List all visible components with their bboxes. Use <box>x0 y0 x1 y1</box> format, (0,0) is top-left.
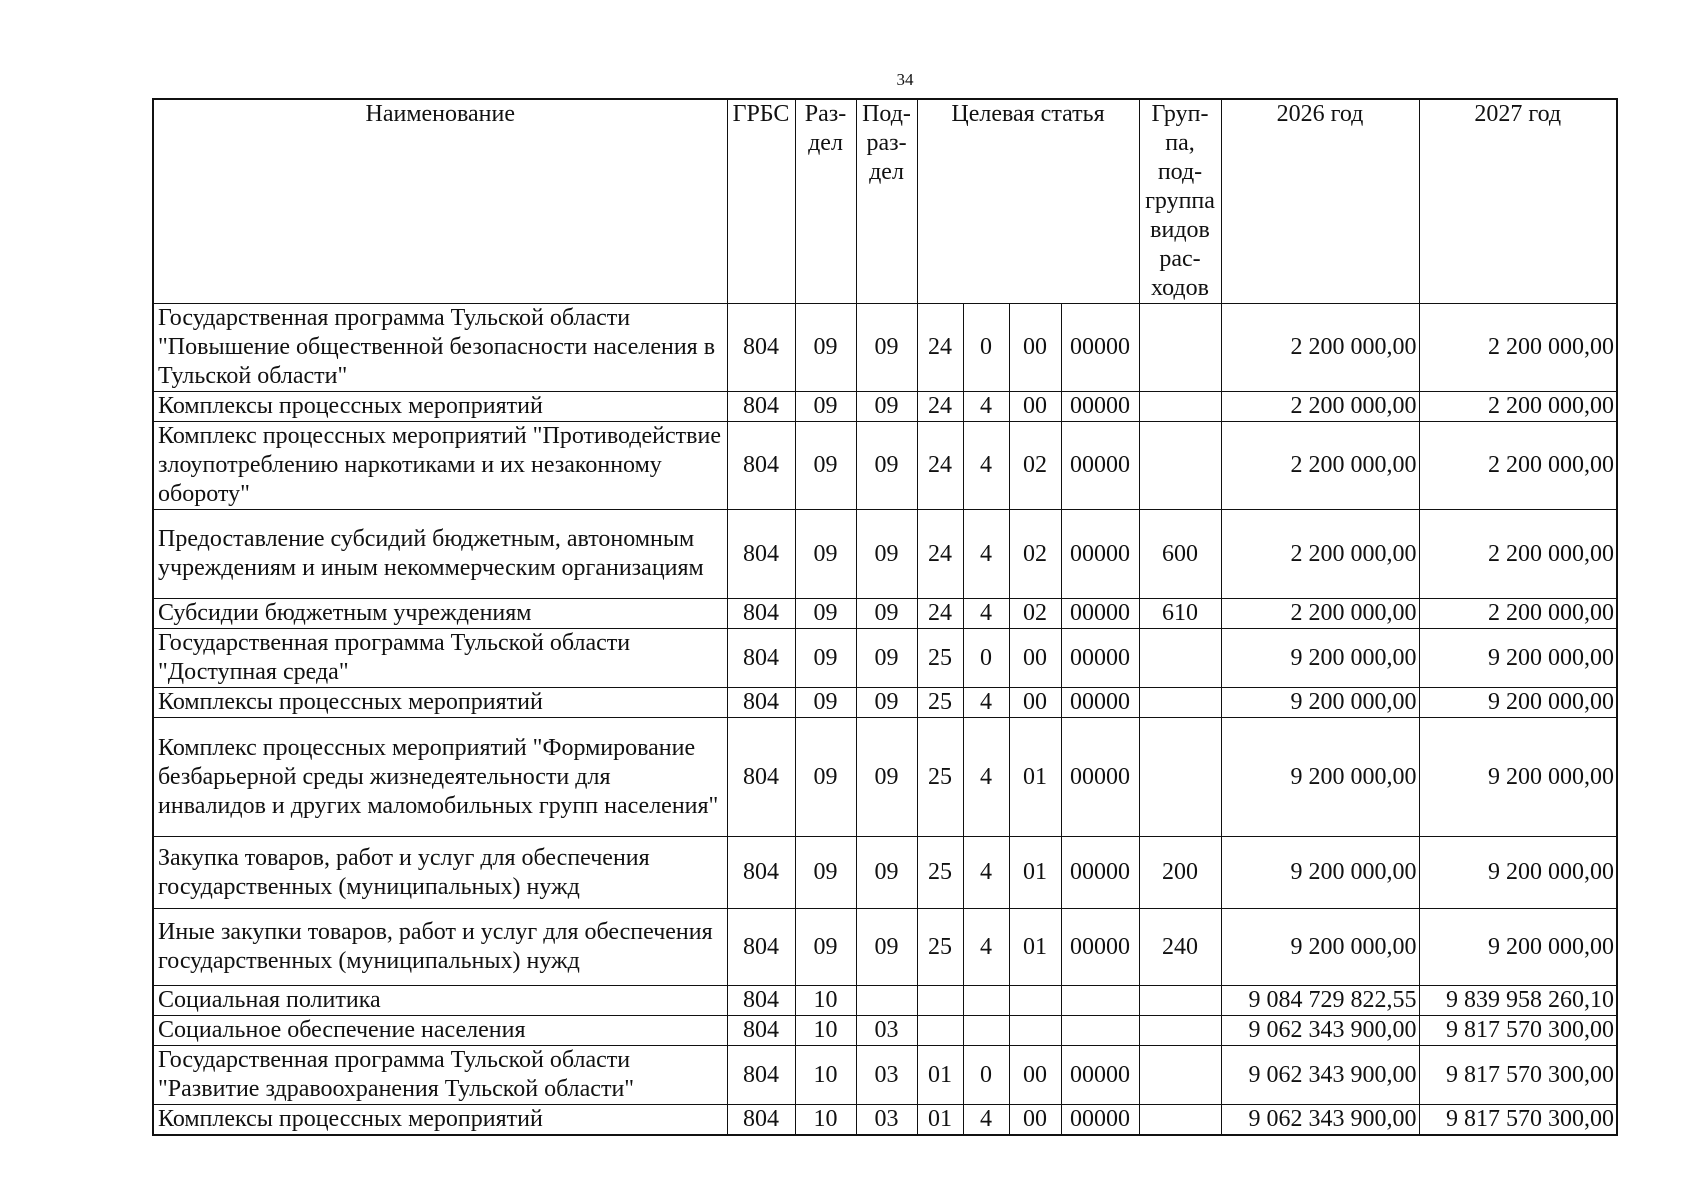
row-amount-2026: 2 200 000,00 <box>1221 510 1419 599</box>
row-target-subprogram: 02 <box>1009 510 1061 599</box>
row-amount-2027: 2 200 000,00 <box>1419 392 1617 422</box>
row-target-subprogram: 00 <box>1009 688 1061 718</box>
row-target-type: 0 <box>963 1046 1009 1105</box>
row-amount-2026: 9 200 000,00 <box>1221 837 1419 909</box>
row-target-type: 4 <box>963 510 1009 599</box>
row-amount-2027: 9 200 000,00 <box>1419 837 1617 909</box>
header-grbs: ГРБС <box>727 99 795 304</box>
row-target-type: 4 <box>963 718 1009 837</box>
row-grbs: 804 <box>727 629 795 688</box>
row-grbs: 804 <box>727 392 795 422</box>
row-amount-2027: 2 200 000,00 <box>1419 510 1617 599</box>
row-target-type: 4 <box>963 599 1009 629</box>
row-name: Предоставление субсидий бюджетным, автономным учреждениям и иным некоммерческим организациям <box>153 510 727 599</box>
row-grbs: 804 <box>727 1016 795 1046</box>
row-amount-2026: 9 062 343 900,00 <box>1221 1046 1419 1105</box>
row-amount-2026: 9 200 000,00 <box>1221 688 1419 718</box>
table-row <box>153 392 1617 422</box>
row-razdel: 09 <box>795 392 856 422</box>
row-razdel: 10 <box>795 1105 856 1136</box>
row-target-program: 24 <box>917 422 963 510</box>
row-expense-group <box>1139 986 1221 1016</box>
row-target-direction: 00000 <box>1061 1105 1139 1136</box>
row-target-subprogram: 02 <box>1009 422 1061 510</box>
table-row <box>153 629 1617 688</box>
row-target-direction: 00000 <box>1061 688 1139 718</box>
row-grbs: 804 <box>727 688 795 718</box>
row-amount-2026: 2 200 000,00 <box>1221 599 1419 629</box>
row-target-type: 4 <box>963 909 1009 986</box>
row-amount-2027: 9 200 000,00 <box>1419 718 1617 837</box>
row-amount-2026: 9 200 000,00 <box>1221 718 1419 837</box>
row-razdel: 10 <box>795 986 856 1016</box>
table-row <box>153 304 1617 392</box>
row-grbs: 804 <box>727 909 795 986</box>
row-expense-group <box>1139 1105 1221 1136</box>
row-name: Закупка товаров, работ и услуг для обеспечения государственных (муниципальных) нужд <box>153 837 727 909</box>
row-target-type: 0 <box>963 629 1009 688</box>
table-row <box>153 599 1617 629</box>
row-name: Комплексы процессных мероприятий <box>153 688 727 718</box>
row-expense-group <box>1139 304 1221 392</box>
row-target-subprogram: 01 <box>1009 718 1061 837</box>
row-target-subprogram: 00 <box>1009 1046 1061 1105</box>
row-amount-2027: 9 839 958 260,10 <box>1419 986 1617 1016</box>
table-row <box>153 909 1617 986</box>
row-amount-2026: 9 062 343 900,00 <box>1221 1105 1419 1136</box>
row-target-direction: 00000 <box>1061 837 1139 909</box>
row-amount-2027: 9 200 000,00 <box>1419 629 1617 688</box>
row-target-direction: 00000 <box>1061 422 1139 510</box>
row-target-program: 01 <box>917 1105 963 1136</box>
row-target-subprogram: 01 <box>1009 909 1061 986</box>
row-razdel: 09 <box>795 629 856 688</box>
row-target-program: 24 <box>917 510 963 599</box>
row-target-program: 25 <box>917 688 963 718</box>
table-row <box>153 718 1617 837</box>
row-target-direction: 00000 <box>1061 599 1139 629</box>
row-target-program: 24 <box>917 599 963 629</box>
row-target-type: 0 <box>963 304 1009 392</box>
row-amount-2027: 2 200 000,00 <box>1419 304 1617 392</box>
table-row <box>153 1046 1617 1105</box>
row-razdel: 09 <box>795 909 856 986</box>
table-row <box>153 1105 1617 1136</box>
row-name: Иные закупки товаров, работ и услуг для обеспечения государственных (муниципальных) нужд <box>153 909 727 986</box>
row-target-type <box>963 1016 1009 1046</box>
row-target-subprogram <box>1009 986 1061 1016</box>
row-target-program: 25 <box>917 629 963 688</box>
row-razdel: 09 <box>795 304 856 392</box>
row-amount-2027: 9 200 000,00 <box>1419 688 1617 718</box>
row-target-direction: 00000 <box>1061 1046 1139 1105</box>
row-amount-2026: 2 200 000,00 <box>1221 392 1419 422</box>
row-podrazdel: 09 <box>856 510 917 599</box>
table-row <box>153 510 1617 599</box>
row-podrazdel: 09 <box>856 304 917 392</box>
header-2026: 2026 год <box>1221 99 1419 304</box>
row-name: Комплексы процессных мероприятий <box>153 392 727 422</box>
row-expense-group <box>1139 422 1221 510</box>
row-amount-2027: 9 817 570 300,00 <box>1419 1105 1617 1136</box>
row-target-direction: 00000 <box>1061 718 1139 837</box>
row-amount-2027: 9 817 570 300,00 <box>1419 1016 1617 1046</box>
row-name: Социальное обеспечение населения <box>153 1016 727 1046</box>
row-name: Комплексы процессных мероприятий <box>153 1105 727 1136</box>
row-target-program: 25 <box>917 718 963 837</box>
row-amount-2027: 9 200 000,00 <box>1419 909 1617 986</box>
row-razdel: 09 <box>795 688 856 718</box>
row-amount-2026: 2 200 000,00 <box>1221 422 1419 510</box>
row-razdel: 09 <box>795 718 856 837</box>
row-target-program <box>917 1016 963 1046</box>
row-podrazdel: 09 <box>856 718 917 837</box>
row-target-type: 4 <box>963 392 1009 422</box>
row-podrazdel: 03 <box>856 1046 917 1105</box>
row-name: Государственная программа Тульской области "Развитие здравоохранения Тульской области" <box>153 1046 727 1105</box>
row-amount-2026: 9 200 000,00 <box>1221 909 1419 986</box>
header-podrazdel: Под-раз-дел <box>856 99 917 304</box>
row-grbs: 804 <box>727 510 795 599</box>
table-row <box>153 1016 1617 1046</box>
row-expense-group: 610 <box>1139 599 1221 629</box>
row-razdel: 09 <box>795 599 856 629</box>
row-target-subprogram <box>1009 1016 1061 1046</box>
table-row <box>153 837 1617 909</box>
row-target-type: 4 <box>963 688 1009 718</box>
row-target-direction: 00000 <box>1061 909 1139 986</box>
row-target-program: 24 <box>917 392 963 422</box>
row-razdel: 10 <box>795 1016 856 1046</box>
row-razdel: 09 <box>795 510 856 599</box>
row-name: Субсидии бюджетным учреждениям <box>153 599 727 629</box>
page-number: 34 <box>896 70 914 89</box>
row-target-direction: 00000 <box>1061 629 1139 688</box>
row-razdel: 09 <box>795 422 856 510</box>
row-expense-group: 240 <box>1139 909 1221 986</box>
row-name: Комплекс процессных мероприятий "Формирование безбарьерной среды жизнедеятельности для инвалидов и других маломобильных групп населения" <box>153 718 727 837</box>
table-row <box>153 986 1617 1016</box>
row-razdel: 10 <box>795 1046 856 1105</box>
row-name: Государственная программа Тульской области "Доступная среда" <box>153 629 727 688</box>
row-amount-2026: 9 062 343 900,00 <box>1221 1016 1419 1046</box>
row-grbs: 804 <box>727 422 795 510</box>
row-podrazdel: 09 <box>856 837 917 909</box>
row-amount-2026: 2 200 000,00 <box>1221 304 1419 392</box>
row-target-subprogram: 00 <box>1009 392 1061 422</box>
row-amount-2027: 2 200 000,00 <box>1419 422 1617 510</box>
row-grbs: 804 <box>727 304 795 392</box>
header-razdel: Раз-дел <box>795 99 856 304</box>
row-expense-group <box>1139 1046 1221 1105</box>
row-target-direction: 00000 <box>1061 510 1139 599</box>
row-target-type: 4 <box>963 1105 1009 1136</box>
row-razdel: 09 <box>795 837 856 909</box>
row-expense-group <box>1139 718 1221 837</box>
row-target-direction <box>1061 986 1139 1016</box>
row-expense-group <box>1139 688 1221 718</box>
row-target-program: 25 <box>917 837 963 909</box>
row-target-type: 4 <box>963 422 1009 510</box>
row-podrazdel: 03 <box>856 1016 917 1046</box>
row-podrazdel: 09 <box>856 909 917 986</box>
row-target-program: 25 <box>917 909 963 986</box>
row-podrazdel <box>856 986 917 1016</box>
row-target-subprogram: 00 <box>1009 304 1061 392</box>
row-target-program: 24 <box>917 304 963 392</box>
row-target-subprogram: 00 <box>1009 629 1061 688</box>
table-row <box>153 422 1617 510</box>
row-amount-2027: 9 817 570 300,00 <box>1419 1046 1617 1105</box>
row-name: Государственная программа Тульской области "Повышение общественной безопасности населения в Тульской области" <box>153 304 727 392</box>
row-expense-group <box>1139 392 1221 422</box>
budget-table <box>152 98 1618 1136</box>
row-amount-2027: 2 200 000,00 <box>1419 599 1617 629</box>
row-podrazdel: 03 <box>856 1105 917 1136</box>
row-amount-2026: 9 200 000,00 <box>1221 629 1419 688</box>
row-amount-2026: 9 084 729 822,55 <box>1221 986 1419 1016</box>
row-grbs: 804 <box>727 718 795 837</box>
row-target-type: 4 <box>963 837 1009 909</box>
row-target-direction: 00000 <box>1061 392 1139 422</box>
row-name: Социальная политика <box>153 986 727 1016</box>
row-target-program <box>917 986 963 1016</box>
row-podrazdel: 09 <box>856 392 917 422</box>
header-name: Наименование <box>153 99 727 304</box>
row-grbs: 804 <box>727 599 795 629</box>
row-expense-group: 200 <box>1139 837 1221 909</box>
row-expense-group: 600 <box>1139 510 1221 599</box>
row-target-subprogram: 01 <box>1009 837 1061 909</box>
row-grbs: 804 <box>727 986 795 1016</box>
table-body <box>153 304 1617 1136</box>
row-grbs: 804 <box>727 1105 795 1136</box>
row-expense-group <box>1139 1016 1221 1046</box>
row-target-program: 01 <box>917 1046 963 1105</box>
header-target: Целевая статья <box>917 99 1139 304</box>
row-podrazdel: 09 <box>856 599 917 629</box>
header-group: Груп-па, под-группа видов рас-ходов <box>1139 99 1221 304</box>
row-grbs: 804 <box>727 837 795 909</box>
row-podrazdel: 09 <box>856 688 917 718</box>
row-podrazdel: 09 <box>856 422 917 510</box>
row-target-type <box>963 986 1009 1016</box>
row-name: Комплекс процессных мероприятий "Противодействие злоупотреблению наркотиками и их незаконному обороту" <box>153 422 727 510</box>
row-target-direction <box>1061 1016 1139 1046</box>
table-row <box>153 688 1617 718</box>
row-podrazdel: 09 <box>856 629 917 688</box>
row-target-subprogram: 00 <box>1009 1105 1061 1136</box>
row-expense-group <box>1139 629 1221 688</box>
row-target-direction: 00000 <box>1061 304 1139 392</box>
header-2027: 2027 год <box>1419 99 1617 304</box>
row-target-subprogram: 02 <box>1009 599 1061 629</box>
row-grbs: 804 <box>727 1046 795 1105</box>
